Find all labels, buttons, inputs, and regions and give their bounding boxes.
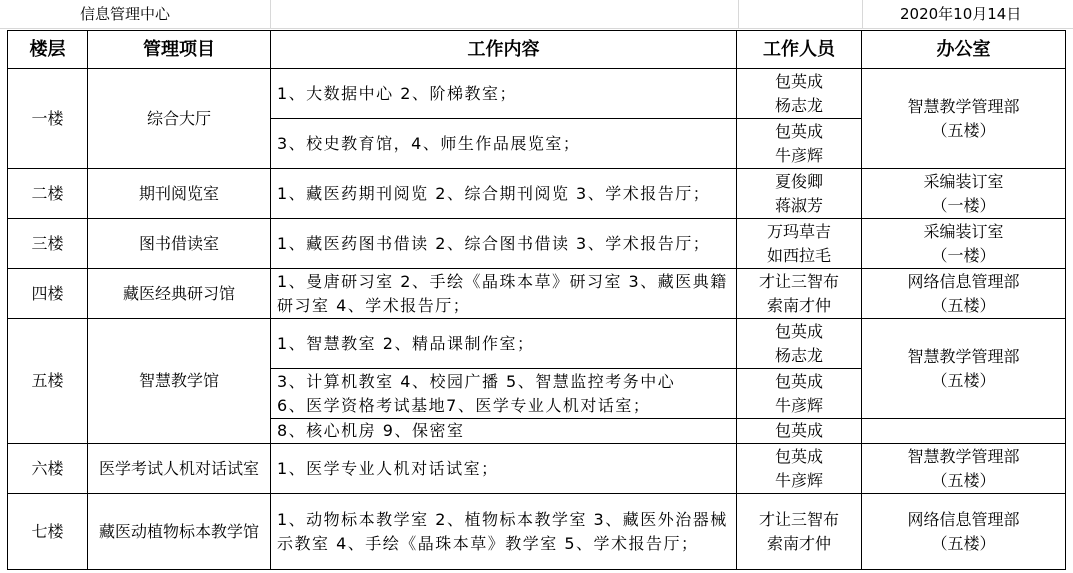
office-cell: 智慧教学管理部 （五楼） xyxy=(862,319,1066,419)
floor-cell: 五楼 xyxy=(8,319,88,444)
floor-cell: 六楼 xyxy=(8,444,88,494)
gridline xyxy=(738,0,739,28)
table-row xyxy=(8,69,1066,119)
table-row xyxy=(8,169,1066,219)
gridline xyxy=(0,28,1073,29)
content-cell: 1、动物标本教学室 2、植物标本教学室 3、藏医外治器械示教室 4、手绘《晶珠本草》教学室 5、学术报告厅； xyxy=(271,494,737,570)
project-cell: 智慧教学馆 xyxy=(88,319,271,444)
table-row xyxy=(8,269,1066,319)
office-cell: 采编装订室 （一楼） xyxy=(862,219,1066,269)
office-cell: 网络信息管理部 （五楼） xyxy=(862,269,1066,319)
floor-cell: 三楼 xyxy=(8,219,88,269)
staff-cell: 包英成 杨志龙 xyxy=(737,69,862,119)
content-cell: 1、智慧教室 2、精品课制作室； xyxy=(271,319,737,369)
table-row xyxy=(8,494,1066,570)
schedule-table xyxy=(7,30,1066,570)
content-cell: 1、大数据中心 2、阶梯教室； xyxy=(271,69,737,119)
staff-cell: 包英成 牛彦辉 xyxy=(737,444,862,494)
table-row xyxy=(8,219,1066,269)
header-content: 工作内容 xyxy=(271,31,737,69)
staff-cell: 包英成 牛彦辉 xyxy=(737,369,862,419)
office-cell-empty xyxy=(862,419,1066,444)
report-date: 2020年10月14日 xyxy=(900,5,1022,23)
content-cell: 1、藏医药图书借读 2、综合图书借读 3、学术报告厅； xyxy=(271,219,737,269)
content-cell: 3、校史教育馆，4、师生作品展览室； xyxy=(271,119,737,169)
office-cell: 智慧教学管理部 （五楼） xyxy=(862,69,1066,169)
office-cell: 采编装订室 （一楼） xyxy=(862,169,1066,219)
table-row xyxy=(8,319,1066,369)
staff-cell: 包英成 xyxy=(737,419,862,444)
content-cell: 1、曼唐研习室 2、手绘《晶珠本草》研习室 3、藏医典籍研习室 4、学术报告厅； xyxy=(271,269,737,319)
staff-cell: 夏俊卿 蒋淑芳 xyxy=(737,169,862,219)
staff-cell: 包英成 杨志龙 xyxy=(737,319,862,369)
org-name: 信息管理中心 xyxy=(80,5,171,23)
header-project: 管理项目 xyxy=(88,31,271,69)
gridline xyxy=(862,0,863,28)
staff-cell: 包英成 牛彦辉 xyxy=(737,119,862,169)
header-office: 办公室 xyxy=(862,31,1066,69)
project-cell: 图书借读室 xyxy=(88,219,271,269)
floor-cell: 四楼 xyxy=(8,269,88,319)
office-cell: 智慧教学管理部 （五楼） xyxy=(862,444,1066,494)
project-cell: 藏医动植物标本教学馆 xyxy=(88,494,271,570)
content-cell: 8、核心机房 9、保密室 xyxy=(271,419,737,444)
project-cell: 藏医经典研习馆 xyxy=(88,269,271,319)
office-cell: 网络信息管理部 （五楼） xyxy=(862,494,1066,570)
project-cell: 医学考试人机对话试室 xyxy=(88,444,271,494)
floor-cell: 七楼 xyxy=(8,494,88,570)
content-cell: 3、计算机教室 4、校园广播 5、智慧监控考务中心 6、医学资格考试基地7、医学专业人机对话室； xyxy=(271,369,737,419)
gridline xyxy=(270,0,271,28)
floor-cell: 一楼 xyxy=(8,69,88,169)
content-cell: 1、医学专业人机对话试室； xyxy=(271,444,737,494)
project-cell: 综合大厅 xyxy=(88,69,271,169)
header-staff: 工作人员 xyxy=(737,31,862,69)
floor-cell: 二楼 xyxy=(8,169,88,219)
table-row xyxy=(8,444,1066,494)
staff-cell: 万玛草吉 如西拉毛 xyxy=(737,219,862,269)
staff-cell: 才让三智布 索南才仲 xyxy=(737,269,862,319)
header-floor: 楼层 xyxy=(8,31,88,69)
staff-cell: 才让三智布 索南才仲 xyxy=(737,494,862,570)
project-cell: 期刊阅览室 xyxy=(88,169,271,219)
content-cell: 1、藏医药期刊阅览 2、综合期刊阅览 3、学术报告厅； xyxy=(271,169,737,219)
